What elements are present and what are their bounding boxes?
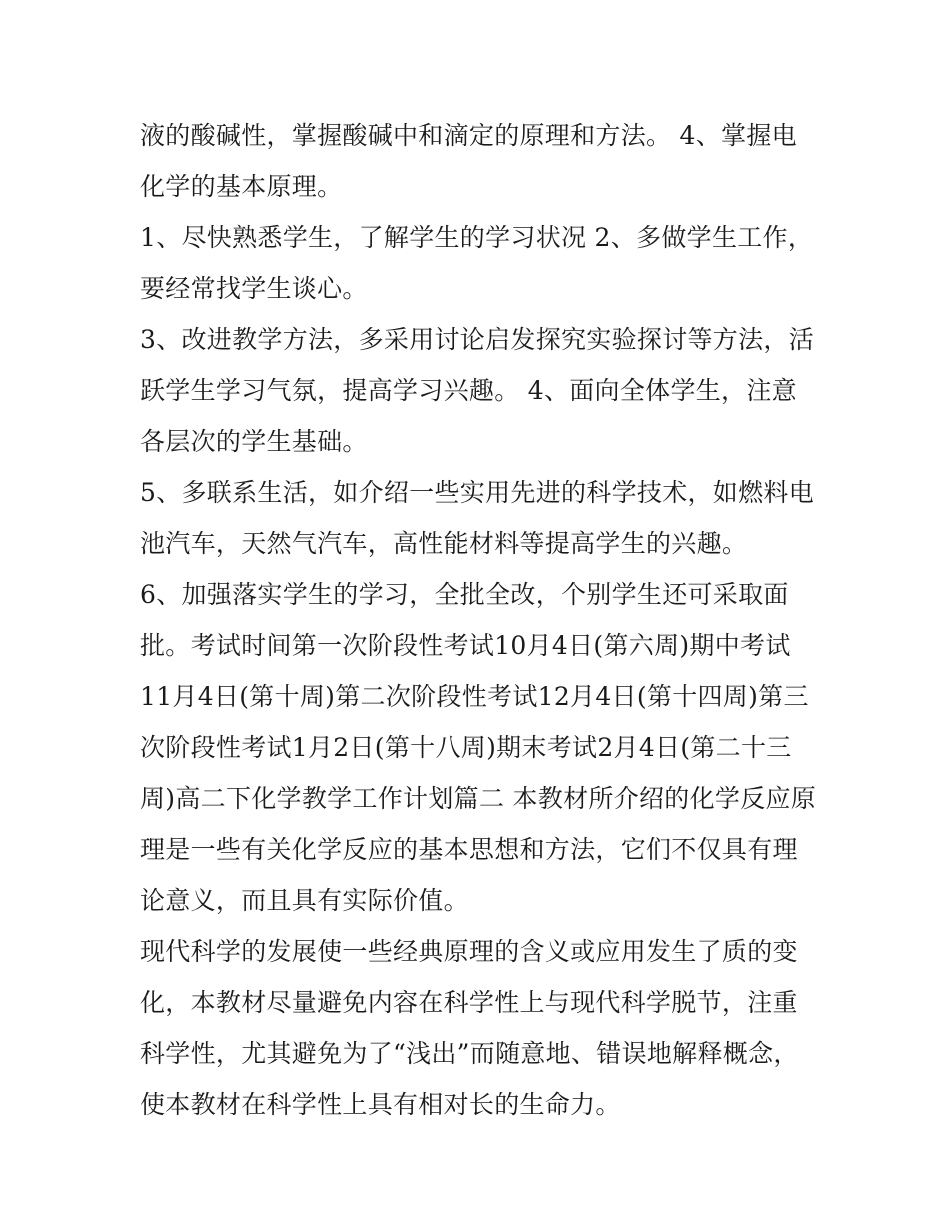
paragraph-6: 现代科学的发展使一些经典原理的含义或应用发生了质的变化，本教材尽量避免内容在科学性上与现代科学脱节，注重科学性，尤其避免为了“浅出”而随意地、错误地解释概念，使本教材在科学性上具有相对长的生命力。 bbox=[140, 937, 799, 1119]
paragraph-4: 5、多联系生活，如介绍一些实用先进的科学技术，如燃料电池汽车，天然气汽车，高性能材料等提高学生的兴趣。 bbox=[140, 478, 815, 558]
document-body bbox=[140, 110, 820, 1130]
paragraph-2: 1、尽快熟悉学生，了解学生的学习状况 2、多做学生工作，要经常找学生谈心。 bbox=[140, 223, 814, 303]
paragraph-1: 液的酸碱性，掌握酸碱中和滴定的原理和方法。 4、掌握电化学的基本原理。 bbox=[140, 121, 797, 201]
paragraph-5: 6、加强落实学生的学习，全批全改，个别学生还可采取面批。考试时间第一次阶段性考试10月4日(第六周)期中考试11月4日(第十周)第二次阶段性考试12月4日(第十四周)第三次阶段性考试1月2日(第十八周)期末考试2月4日(第二十三周)高二下化学教学工作计划篇二 本教材所介绍的化学反应原理是一些有关化学反应的基本思想和方法，它们不仅具有理论意义，而且具有实际价值。 bbox=[140, 580, 817, 915]
paragraph-3: 3、改进教学方法，多采用讨论启发探究实验探讨等方法，活跃学生学习气氛，提高学习兴趣。 4、面向全体学生，注意各层次的学生基础。 bbox=[140, 325, 815, 456]
